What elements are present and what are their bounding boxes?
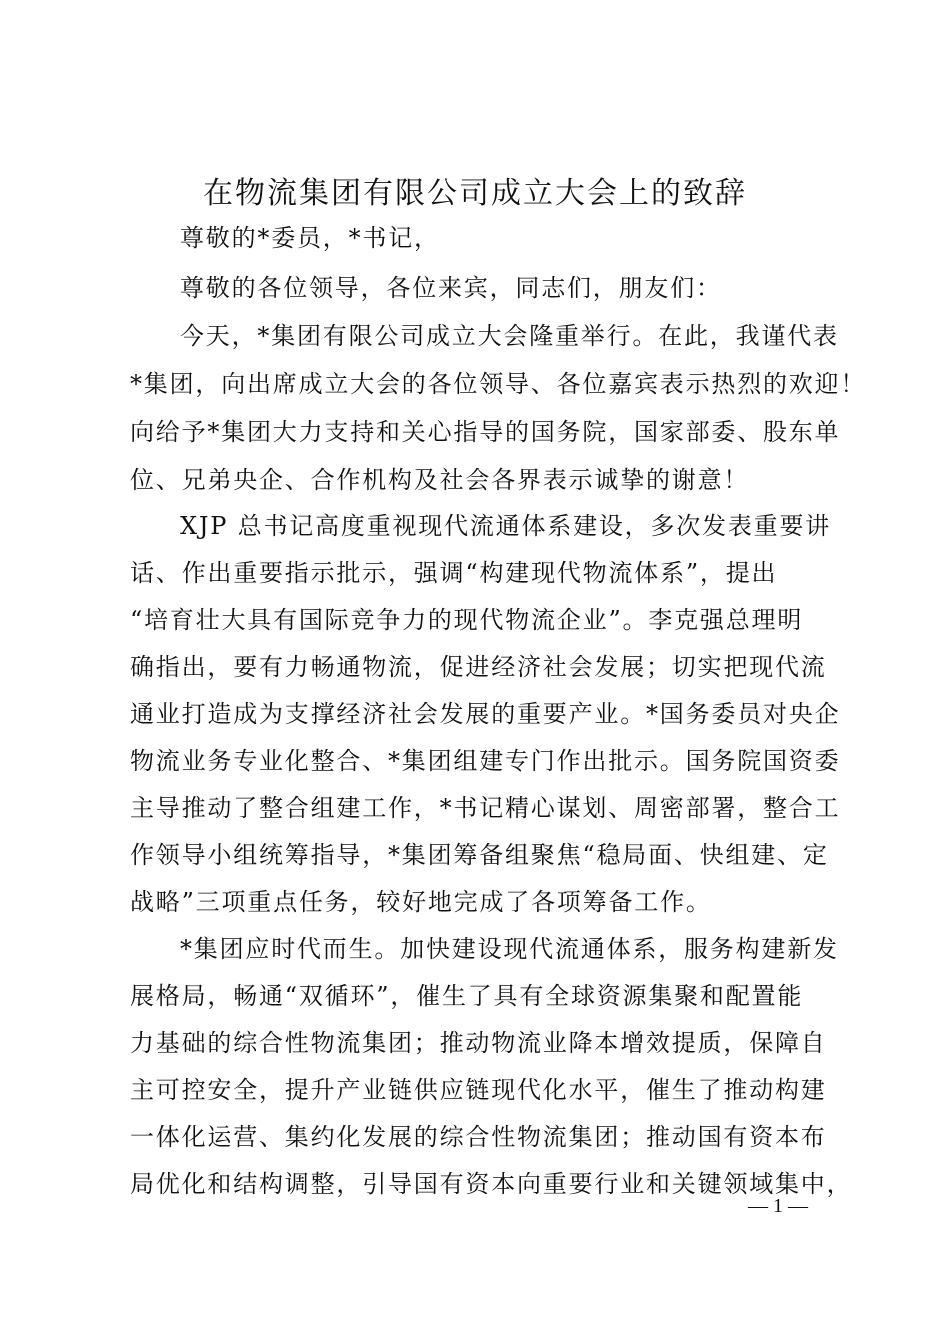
- paragraph-2-line-7: 主导推动了整合组建工作，*书记精心谋划、周密部署，整合工: [130, 794, 841, 822]
- paragraph-2-line-4: 确指出，要有力畅通物流，促进经济社会发展；切实把现代流: [130, 653, 827, 681]
- paragraph-1-line-3: 向给予*集团大力支持和关心指导的国务院，国家部委、股东单: [130, 418, 841, 446]
- paragraph-3-line-1: *集团应时代而生。加快建设现代流通体系，服务构建新发: [180, 935, 839, 963]
- page-number: — 1 —: [748, 1195, 808, 1217]
- paragraph-1-line-4: 位、兄弟央企、合作机构及社会各界表示诚挚的谢意！: [130, 466, 750, 494]
- paragraph-2-line-6: 物流业务专业化整合、*集团组建专门作出批示。国务院国资委: [130, 747, 841, 775]
- document-title: 在物流集团有限公司成立大会上的致辞: [203, 176, 747, 211]
- paragraph-2-line-3: “培育壮大具有国际竞争力的现代物流企业”。李克强总理明: [130, 606, 804, 634]
- paragraph-3-line-4: 主可控安全，提升产业链供应链现代化水平，催生了推动构建: [130, 1076, 827, 1104]
- paragraph-2-line-1: XJP 总书记高度重视现代流通体系建设，多次发表重要讲: [180, 512, 832, 540]
- paragraph-1-line-2: *集团，向出席成立大会的各位领导、各位嘉宾表示热烈的欢迎！: [130, 370, 867, 398]
- salutation-line-2: 尊敬的各位领导，各位来宾，同志们，朋友们：: [180, 274, 722, 302]
- paragraph-2-line-2: 话、作出重要指示批示，强调“构建现代物流体系”，提出: [130, 559, 778, 587]
- salutation-line-1: 尊敬的*委员，*书记，: [180, 224, 440, 252]
- paragraph-3-line-3: 力基础的综合性物流集团；推动物流业降本增效提质，保障自: [130, 1029, 827, 1057]
- paragraph-2-line-8: 作领导小组统筹指导，*集团筹备组聚焦“稳局面、快组建、定: [130, 841, 829, 869]
- paragraph-3-line-5: 一体化运营、集约化发展的综合性物流集团；推动国有资本布: [130, 1123, 827, 1151]
- paragraph-3-line-6: 局优化和结构调整，引导国有资本向重要行业和关键领域集中，: [130, 1170, 853, 1198]
- paragraph-2-line-5: 通业打造成为支撑经济社会发展的重要产业。*国务委员对央企: [130, 700, 841, 728]
- paragraph-2-line-9: 战略”三项重点任务，较好地完成了各项筹备工作。: [130, 888, 712, 916]
- paragraph-1-line-1: 今天，*集团有限公司成立大会隆重举行。在此，我谨代表: [180, 322, 839, 350]
- paragraph-3-line-2: 展格局，畅通“双循环”，催生了具有全球资源集聚和配置能: [130, 982, 804, 1010]
